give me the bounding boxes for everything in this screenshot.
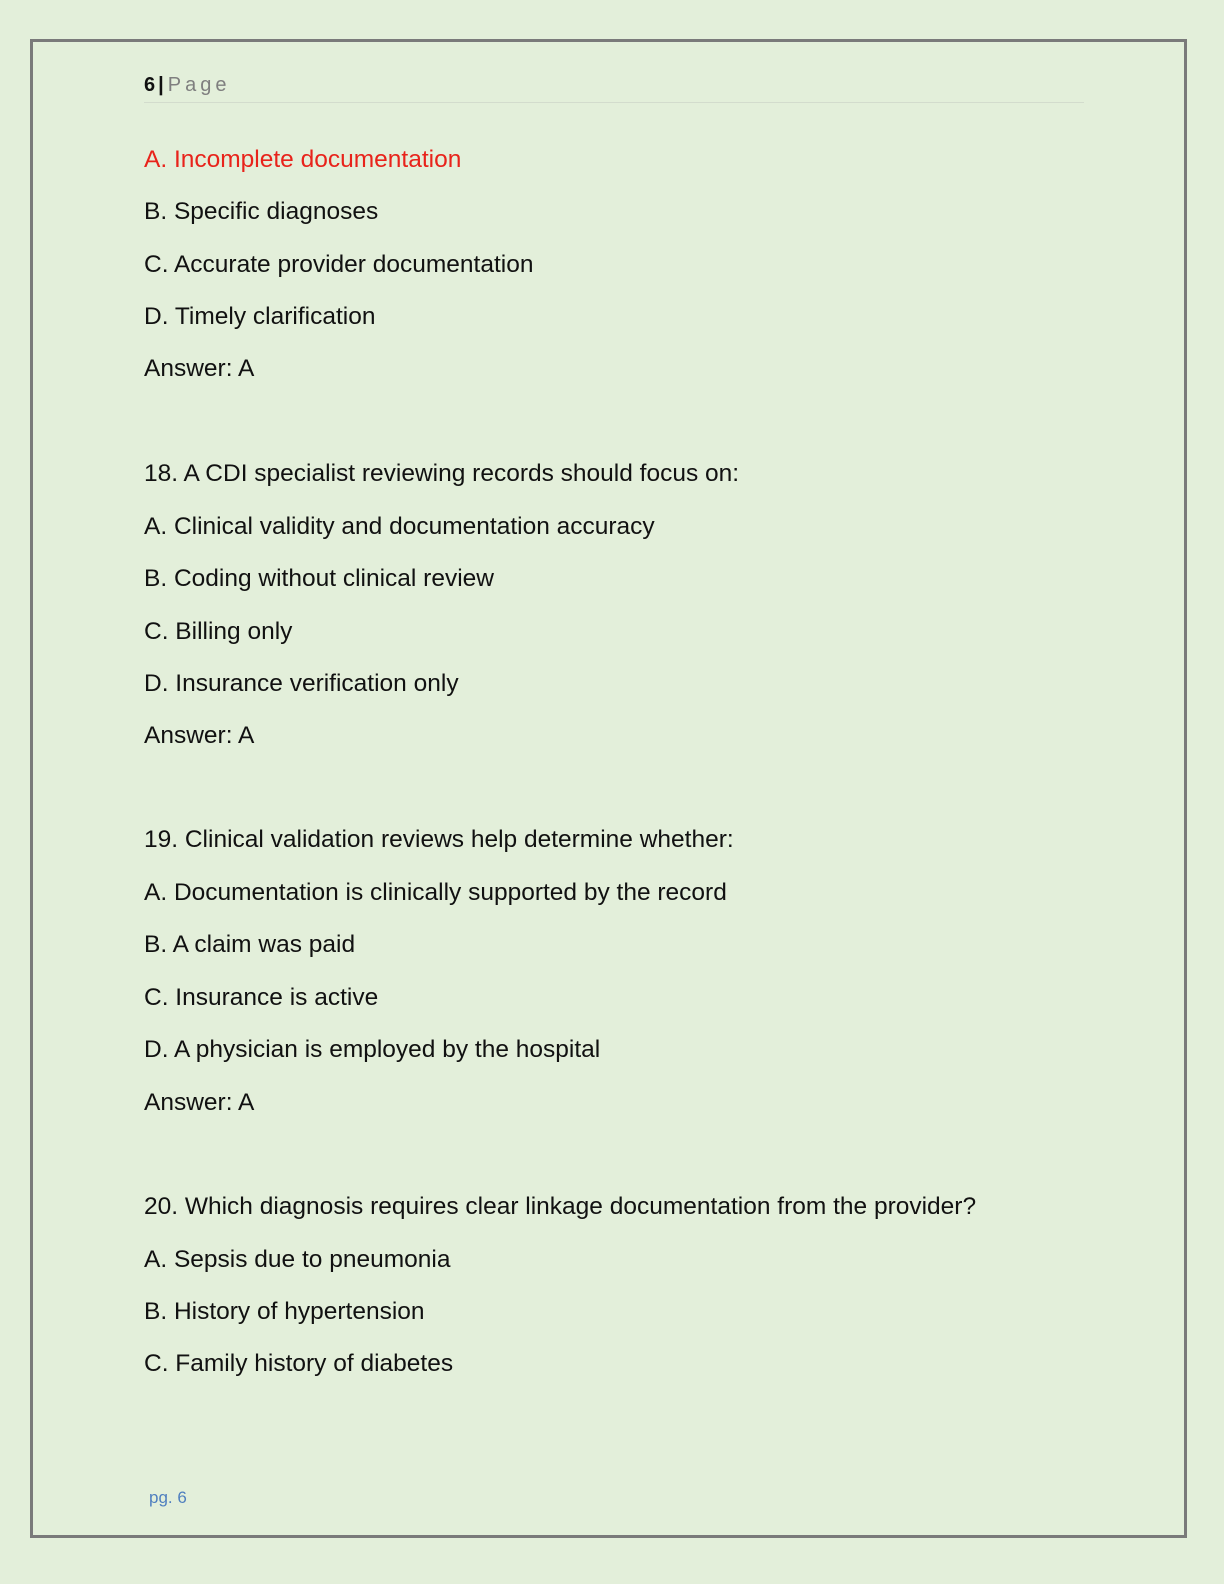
q19-question: 19. Clinical validation reviews help determine whether: — [144, 826, 734, 853]
q18-option-b: B. Coding without clinical review — [144, 565, 494, 592]
q18-answer: Answer: A — [144, 722, 255, 749]
q18-option-c: C. Billing only — [144, 618, 293, 645]
page-header — [144, 70, 1084, 103]
q17-option-d: D. Timely clarification — [144, 303, 376, 330]
q20-option-c: C. Family history of diabetes — [144, 1350, 454, 1377]
header-page-number: 6 — [144, 74, 156, 96]
page-footer: pg. 6 — [149, 1488, 187, 1507]
header-page-word: Page — [167, 74, 231, 96]
q17-option-a: A. Incomplete documentation — [144, 146, 462, 173]
q20-question: 20. Which diagnosis requires clear linkage documentation from the provider? — [144, 1193, 977, 1220]
q19-option-c: C. Insurance is active — [144, 984, 379, 1011]
q17-answer: Answer: A — [144, 355, 255, 382]
q18-option-d: D. Insurance verification only — [144, 670, 459, 697]
q19-option-d: D. A physician is employed by the hospital — [144, 1036, 601, 1063]
q17-option-b: B. Specific diagnoses — [144, 198, 379, 225]
q19-option-b: B. A claim was paid — [144, 931, 356, 958]
q19-option-a: A. Documentation is clinically supported by the record — [144, 879, 727, 906]
q17-option-c: C. Accurate provider documentation — [144, 251, 534, 278]
header-separator: | — [158, 74, 164, 96]
q20-option-b: B. History of hypertension — [144, 1298, 425, 1325]
q19-answer: Answer: A — [144, 1089, 255, 1116]
q18-question: 18. A CDI specialist reviewing records should focus on: — [144, 460, 740, 487]
q20-option-a: A. Sepsis due to pneumonia — [144, 1246, 451, 1273]
q18-option-a: A. Clinical validity and documentation accuracy — [144, 513, 655, 540]
